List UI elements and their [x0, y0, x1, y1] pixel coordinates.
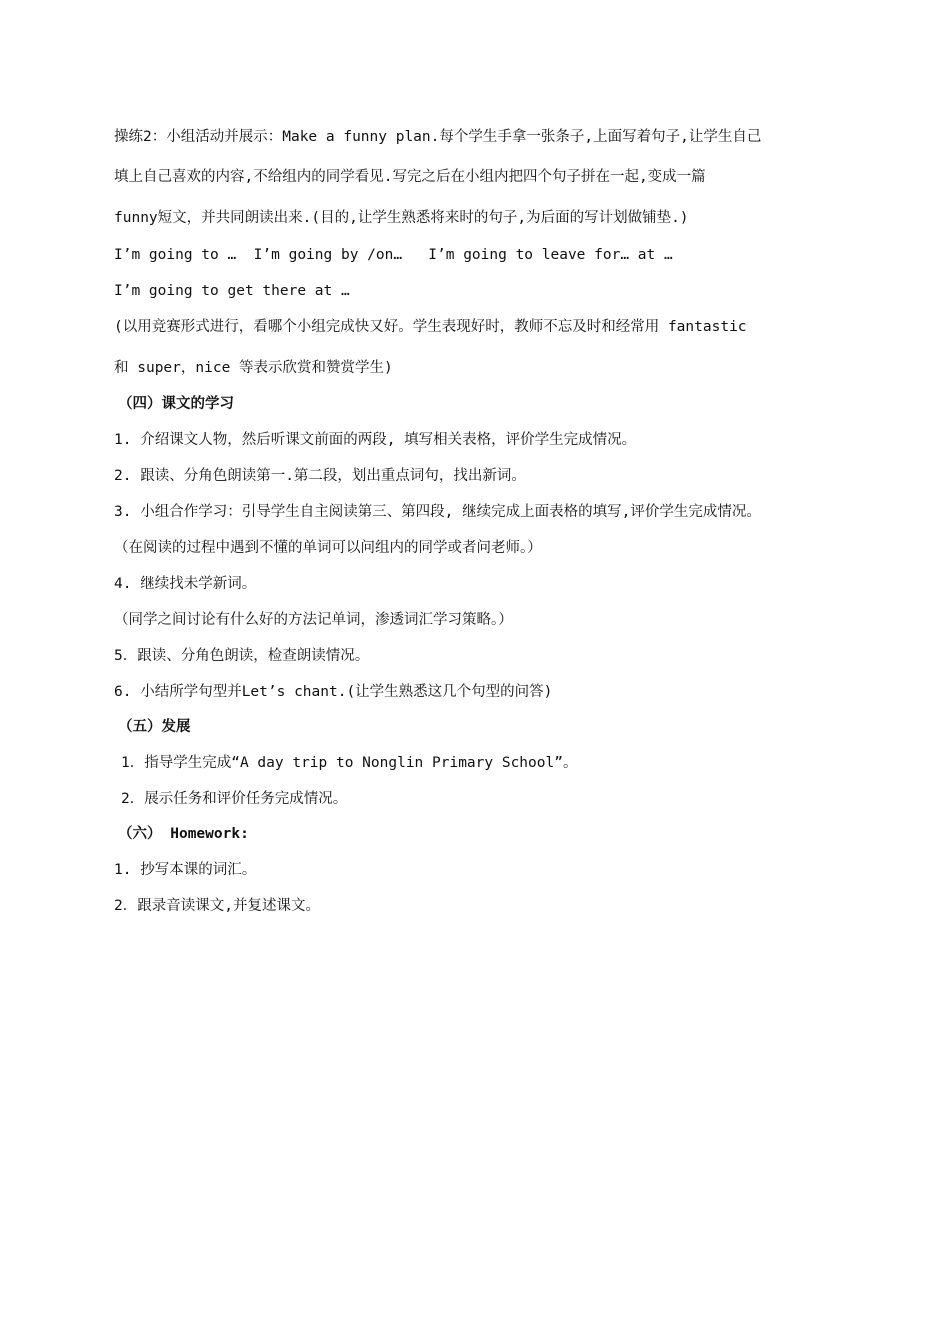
paragraph-line: 操练2：小组活动并展示：Make a funny plan.每个学生手拿一张条子,上面写着句子,让学生自己: [114, 129, 762, 145]
paragraph-line: 填上自己喜欢的内容,不给组内的同学看见.写完之后在小组内把四个句子拼在一起,变成一篇: [114, 169, 706, 185]
section-heading-5: （五）发展: [118, 719, 191, 735]
section-heading-6: （六） Homework:: [118, 826, 249, 842]
note-line: （在阅读的过程中遇到不懂的单词可以问组内的同学或者问老师。）: [114, 540, 542, 556]
paragraph-line: (以用竞赛形式进行，看哪个小组完成快又好。学生表现好时，教师不忘及时和经常用 fantastic: [114, 319, 747, 335]
section-heading-4: （四）课文的学习: [118, 396, 234, 412]
sentence-pattern-line: I’m going to … I’m going by /on… I’m going to leave for… at …: [114, 247, 673, 263]
sentence-pattern-line: I’m going to get there at …: [114, 283, 350, 299]
list-item: 2. 跟读、分角色朗读第一.第二段，划出重点词句，找出新词。: [114, 468, 526, 484]
list-item: 2．展示任务和评价任务完成情况。: [121, 791, 348, 807]
paragraph-line: funny短文，并共同朗读出来.(目的,让学生熟悉将来时的句子,为后面的写计划做铺垫.): [114, 210, 689, 226]
list-item: 1. 抄写本课的词汇。: [114, 862, 257, 878]
list-item: 6. 小结所学句型并Let’s chant.(让学生熟悉这几个句型的问答): [114, 684, 553, 700]
list-item: 1．指导学生完成“A day trip to Nonglin Primary School”。: [121, 755, 578, 771]
list-item: 5．跟读、分角色朗读，检查朗读情况。: [114, 648, 370, 664]
note-line: （同学之间讨论有什么好的方法记单词，渗透词汇学习策略。）: [114, 612, 513, 628]
list-item: 2．跟录音读课文,并复述课文。: [114, 898, 320, 914]
list-item: 4. 继续找未学新词。: [114, 576, 257, 592]
list-item: 1. 介绍课文人物，然后听课文前面的两段, 填写相关表格，评价学生完成情况。: [114, 432, 637, 448]
paragraph-line: 和 super，nice 等表示欣赏和赞赏学生): [114, 360, 393, 376]
list-item: 3. 小组合作学习：引导学生自主阅读第三、第四段, 继续完成上面表格的填写,评价学生完成情况。: [114, 504, 761, 520]
